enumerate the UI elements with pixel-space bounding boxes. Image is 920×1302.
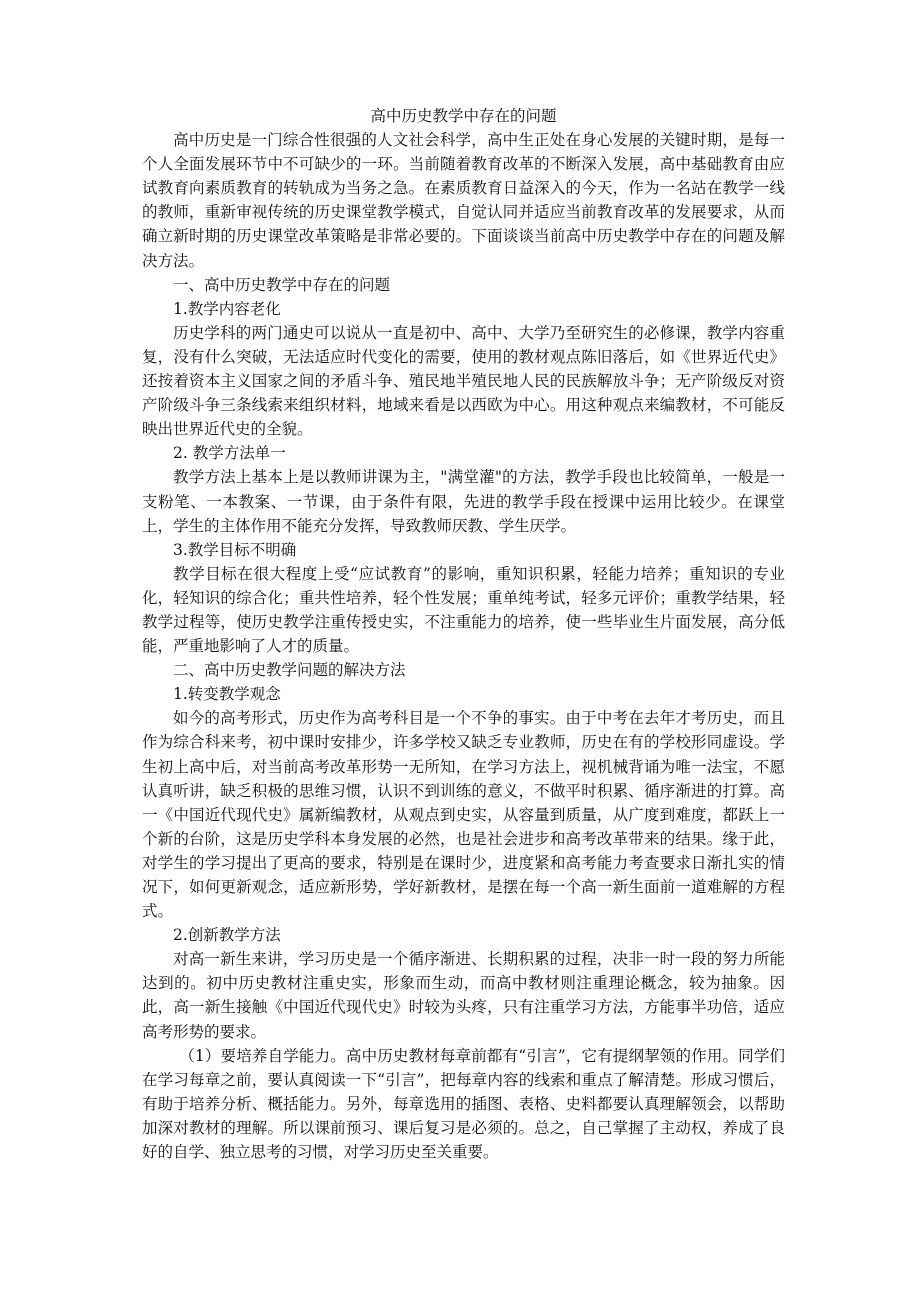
subheading-content-aging: 1.教学内容老化: [173, 299, 281, 318]
intro-paragraph: 高中历史是一门综合性很强的人文社会科学，高中生正处在身心发展的关键时期，是每一个人全面发展环节中不可缺少的一环。当前随着教育改革的不断深入发展，高中基础教育由应试教育向素质教育的转轨成为当务之急。在素质教育日益深入的今天，作为一名站在教学一线的教师，重新审视传统的历史课堂教学模式，自觉认同并适应当前教育改革的发展要求，从而确立新时期的历史课堂改革策略是非常必要的。下面谈谈当前高中历史教学中存在的问题及解决方法。: [142, 131, 785, 270]
paragraph-goal-unclear: 教学目标在很大程度上受“应试教育”的影响，重知识积累，轻能力培养；重知识的专业化，轻知识的综合化；重共性培养，轻个性发展；重单纯考试，轻多元评价；重教学结果，轻教学过程等，使历史教学注重传授史实，不注重能力的培养，使一些毕业生片面发展，高分低能，严重地影响了人才的质量。: [142, 564, 785, 656]
paragraph-change-concept: 如今的高考形式，历史作为高考科目是一个不争的事实。由于中考在去年才考历史，而且作为综合科来考，初中课时安排少，许多学校又缺乏专业教师，历史在有的学校形同虚设。学生初上高中后，对当前高考改革形势一无所知，在学习方法上，视机械背诵为唯一法宝，不愿认真听讲，缺乏积极的思维习惯，认识不到训练的意义，不做平时积累、循序渐进的打算。高一《中国近代现代史》属新编教材，从观点到史实，从容量到质量，从广度到难度，都跃上一个新的台阶，这是历史学科本身发展的必然，也是社会进步和高考改革带来的结果。缘于此，对学生的学习提出了更高的要求，特别是在课时少，进度紧和高考能力考查要求日渐扎实的情况下，如何更新观念，适应新形势，学好新教材，是摆在每一个高一新生面前一道难解的方程式。: [142, 709, 785, 921]
section-heading-2: 二、高中历史教学问题的解决方法: [173, 661, 406, 680]
document-body: [142, 104, 785, 1164]
paragraph-innovate-method: 对高一新生来讲，学习历史是一个循序渐进、长期积累的过程，决非一时一段的努力所能达到的。初中历史教材注重史实，形象而生动，而高中教材则注重理论概念，较为抽象。因此，高一新生接触《中国近代现代史》时较为头疼，只有注重学习方法，方能事半功倍，适应高考形势的要求。: [142, 950, 785, 1041]
subheading-method-single: 2. 教学方法单一: [173, 444, 286, 463]
subheading-change-concept: 1.转变教学观念: [173, 685, 281, 704]
document-title: 高中历史教学中存在的问题: [370, 107, 557, 125]
paragraph-self-study: （1）要培养自学能力。高中历史教材每章前都有“引言”，它有提纲挈领的作用。同学们在学习每章之前，要认真阅读一下“引言”，把每章内容的线索和重点了解清楚。形成习惯后，有助于培养分析、概括能力。另外，每章选用的插图、表格、史料都要认真理解领会，以帮助加深对教材的理解。所以课前预习、课后复习是必须的。总之，自己掌握了主动权，养成了良好的自学、独立思考的习惯，对学习历史至关重要。: [142, 1046, 785, 1162]
subheading-innovate-method: 2.创新教学方法: [173, 926, 281, 945]
paragraph-content-aging: 历史学科的两门通史可以说从一直是初中、高中、大学乃至研究生的必修课，教学内容重复，没有什么突破，无法适应时代变化的需要，使用的教材观点陈旧落后，如《世界近代史》还按着资本主义国家之间的矛盾斗争、殖民地半殖民地人民的民族解放斗争；无产阶级反对资产阶级斗争三条线索来组织材料，地域来看是以西欧为中心。用这种观点来编教材，不可能反映出世界近代史的全貌。: [142, 323, 785, 439]
section-heading-1: 一、高中历史教学中存在的问题: [173, 275, 391, 294]
subheading-goal-unclear: 3.教学目标不明确: [173, 540, 297, 559]
paragraph-method-single: 教学方法上基本上是以教师讲课为主，"满堂灌"的方法，教学手段也比较简单，一般是一支粉笔、一本教案、一节课，由于条件有限，先进的教学手段在授课中运用比较少。在课堂上，学生的主体作用不能充分发挥，导致教师厌教、学生厌学。: [142, 468, 785, 535]
